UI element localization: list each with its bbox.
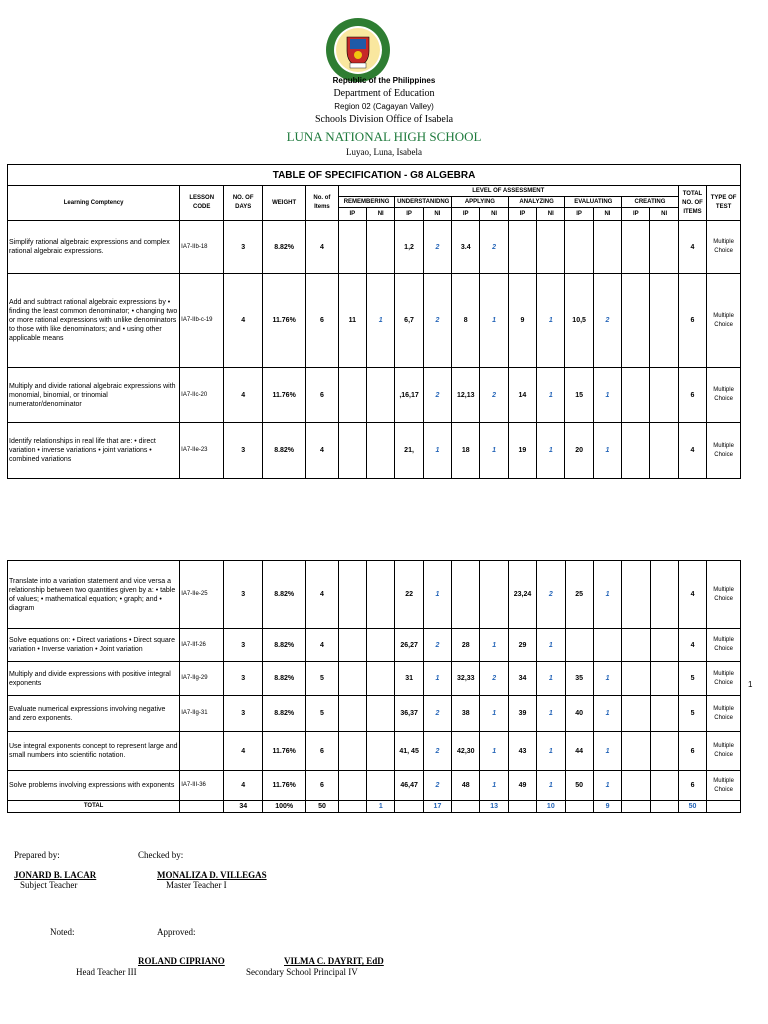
ip-cell: 1,2 [395,221,423,274]
competency-cell: Solve equations on: • Direct variations • Direct square variation • Inverse variation • Joint variation [8,629,180,662]
ni-cell [593,629,621,662]
ip-cell: 12,13 [452,368,480,423]
checked-title: Master Teacher I [166,880,227,890]
ni-cell [367,423,395,479]
ip-cell [338,732,366,771]
ni-cell: 1 [593,423,621,479]
ni-cell [650,662,678,696]
ip-cell: 22 [395,561,423,629]
header-ni: NI [537,208,565,221]
total-total-items: 50 [678,801,706,813]
deped-seal-logo [325,17,391,83]
weight-cell: 8.82% [263,561,306,629]
days-cell: 3 [224,423,263,479]
total-items-cell: 6 [678,771,706,801]
ni-cell [593,221,621,274]
header-ni: NI [480,208,508,221]
ip-cell: 23,24 [508,561,536,629]
header-level: LEVEL OF ASSESSMENT [338,186,678,197]
ni-cell [367,368,395,423]
total-ni-analyzing: 10 [537,801,565,813]
total-ni-applying: 13 [480,801,508,813]
table-title: TABLE OF SPECIFICATION - G8 ALGEBRA [8,165,741,186]
type-of-test-cell: Multiple Choice [707,368,741,423]
ni-cell [650,274,678,368]
republic-line: Republic of the Philippines [332,76,436,85]
competency-cell: Multiply and divide rational algebraic expressions with monomial, binomial, or trinomial numerator/denominator [8,368,180,423]
approved-label: Approved: [157,927,196,937]
lesson-code-cell: IA7-IIe-23 [180,423,224,479]
table-row [8,423,741,479]
ip-cell [622,771,650,801]
type-of-test-cell: Multiple Choice [707,274,741,368]
header-level-creating: CREATING [622,197,679,208]
competency-cell: Add and subtract rational algebraic expressions by • finding the least common denominator; • changing two or more rational expressions with unlike denominators to those with like denominators; and • using other applicable means [8,274,180,368]
ip-cell [565,221,593,274]
ni-cell: 1 [593,561,621,629]
ip-cell [622,732,650,771]
ni-cell: 2 [423,629,451,662]
ni-cell: 1 [593,732,621,771]
weight-cell: 8.82% [263,629,306,662]
lesson-code-cell [180,732,224,771]
ni-cell: 1 [537,732,565,771]
days-cell: 3 [224,696,263,732]
total-items-cell: 6 [678,368,706,423]
ip-cell [622,368,650,423]
checked-name: MONALIZA D. VILLEGAS [157,870,267,880]
header-ip: IP [565,208,593,221]
items-cell: 4 [306,423,339,479]
total-ni-understanding: 17 [423,801,451,813]
header-level-applying: APPLYING [452,197,509,208]
weight-cell: 11.76% [263,771,306,801]
lesson-code-cell: IA7-IIg-29 [180,662,224,696]
ni-cell: 2 [593,274,621,368]
total-items-cell: 5 [678,662,706,696]
ni-cell [650,423,678,479]
ni-cell [650,368,678,423]
ni-cell: 2 [480,368,508,423]
ni-cell [650,561,678,629]
items-cell: 4 [306,629,339,662]
header-weight: WEIGHT [263,186,306,221]
ip-cell: 32,33 [452,662,480,696]
ip-cell: 31 [395,662,423,696]
ni-cell: 1 [537,696,565,732]
region-line: Region 02 (Cagayan Valley) [334,102,434,111]
table-row [8,732,741,771]
noted-title: Head Teacher III [76,967,137,977]
ni-cell: 1 [480,696,508,732]
ip-cell: 36,37 [395,696,423,732]
ni-cell [367,662,395,696]
ip-cell: 35 [565,662,593,696]
type-of-test-cell: Multiple Choice [707,629,741,662]
type-of-test-cell: Multiple Choice [707,696,741,732]
table-row [8,274,741,368]
ip-cell [622,696,650,732]
header-days: NO. OF DAYS [224,186,263,221]
lesson-code-cell: IA7-IIb-18 [180,221,224,274]
type-of-test-cell: Multiple Choice [707,771,741,801]
ip-cell: 8 [452,274,480,368]
weight-cell: 8.82% [263,221,306,274]
ni-cell: 1 [480,629,508,662]
ni-cell: 1 [480,732,508,771]
checked-label: Checked by: [138,850,184,860]
ip-cell [508,221,536,274]
approved-name: VILMA C. DAYRIT, EdD [284,956,384,966]
ip-cell: 41, 45 [395,732,423,771]
total-items-cell: 6 [678,274,706,368]
total-ni-remembering: 1 [367,801,395,813]
ip-cell: 48 [452,771,480,801]
ni-cell: 2 [423,732,451,771]
ni-cell [367,561,395,629]
ip-cell [622,274,650,368]
header-ip: IP [622,208,650,221]
total-label: TOTAL [8,801,180,813]
lesson-code-cell: IA7-IIe-25 [180,561,224,629]
table-of-specification-top [7,164,741,479]
header-total-items: TOTAL NO. OF ITEMS [678,186,706,221]
items-cell: 4 [306,561,339,629]
ip-cell: 15 [565,368,593,423]
total-items: 50 [306,801,339,813]
ip-cell [622,423,650,479]
header-ip: IP [508,208,536,221]
ni-cell [650,732,678,771]
ip-cell: 43 [508,732,536,771]
ip-cell: 29 [508,629,536,662]
days-cell: 4 [224,368,263,423]
ip-cell: 38 [452,696,480,732]
type-of-test-cell: Multiple Choice [707,221,741,274]
ni-cell: 1 [537,368,565,423]
ni-cell: 1 [480,423,508,479]
total-ni-creating [650,801,678,813]
weight-cell: 11.76% [263,368,306,423]
header-lesson-code: LESSON CODE [180,186,224,221]
items-cell: 6 [306,732,339,771]
ni-cell: 2 [423,696,451,732]
ni-cell [367,771,395,801]
items-cell: 5 [306,662,339,696]
header-ip: IP [395,208,423,221]
ni-cell: 2 [480,662,508,696]
type-of-test-cell: Multiple Choice [707,662,741,696]
competency-cell: Simplify rational algebraic expressions and complex rational algebraic expressions. [8,221,180,274]
weight-cell: 8.82% [263,423,306,479]
items-cell: 6 [306,274,339,368]
days-cell: 3 [224,662,263,696]
prepared-name: JONARD B. LACAR [14,870,97,880]
ni-cell: 2 [423,274,451,368]
total-ni-evaluating: 9 [593,801,621,813]
header-ni: NI [423,208,451,221]
days-cell: 3 [224,221,263,274]
ni-cell: 2 [423,368,451,423]
header-type: TYPE OF TEST [707,186,741,221]
lesson-code-cell: IA7-IIg-31 [180,696,224,732]
ni-cell: 2 [480,221,508,274]
department-line: Department of Education [333,88,435,99]
ni-cell [537,221,565,274]
table-row [8,771,741,801]
ni-cell [480,561,508,629]
table-row [8,662,741,696]
header-ni: NI [650,208,678,221]
header-ip: IP [338,208,366,221]
prepared-title: Subject Teacher [20,880,78,890]
total-items-cell: 5 [678,696,706,732]
lesson-code-cell: IA7-IIf-26 [180,629,224,662]
lesson-code-cell: IA7-III-36 [180,771,224,801]
ip-cell: 11 [338,274,366,368]
competency-cell: Multiply and divide expressions with positive integral exponents [8,662,180,696]
ip-cell: 18 [452,423,480,479]
ni-cell: 1 [367,274,395,368]
table-row [8,561,741,629]
ni-cell [367,629,395,662]
ip-cell: ,16,17 [395,368,423,423]
ip-cell [452,561,480,629]
total-items-cell: 4 [678,561,706,629]
ni-cell: 1 [480,274,508,368]
table-of-specification-bottom [7,560,741,813]
ip-cell: 44 [565,732,593,771]
ni-cell [650,629,678,662]
ip-cell: 21, [395,423,423,479]
table-row [8,629,741,662]
ip-cell: 10,5 [565,274,593,368]
days-cell: 4 [224,732,263,771]
table-row [8,368,741,423]
total-items-cell: 4 [678,629,706,662]
ip-cell: 49 [508,771,536,801]
weight-cell: 11.76% [263,732,306,771]
noted-label: Noted: [50,927,75,937]
competency-cell: Use integral exponents concept to represent large and small numbers into scientific notation. [8,732,180,771]
table-row [8,696,741,732]
type-of-test-cell: Multiple Choice [707,561,741,629]
division-line: Schools Division Office of Isabela [314,114,454,125]
ip-cell: 9 [508,274,536,368]
ni-cell [367,221,395,274]
ip-cell [622,221,650,274]
lesson-code-cell: IA7-IIb-c-19 [180,274,224,368]
ni-cell: 1 [537,771,565,801]
ni-cell: 2 [537,561,565,629]
ni-cell: 1 [537,662,565,696]
ip-cell [622,561,650,629]
total-weight: 100% [263,801,306,813]
competency-cell: Identify relationships in real life that are: • direct variation • inverse variations • joint variations • combined variations [8,423,180,479]
items-cell: 4 [306,221,339,274]
header-ni: NI [367,208,395,221]
total-items-cell: 6 [678,732,706,771]
competency-cell: Solve problems involving expressions with exponents [8,771,180,801]
header-level-analyzing: ANALYZING [508,197,565,208]
days-cell: 3 [224,629,263,662]
competency-cell: Evaluate numerical expressions involving negative and zero exponents. [8,696,180,732]
ip-cell: 46,47 [395,771,423,801]
ni-cell: 1 [593,662,621,696]
ip-cell [338,771,366,801]
ni-cell [367,696,395,732]
ni-cell: 1 [593,771,621,801]
days-cell: 4 [224,771,263,801]
ip-cell: 50 [565,771,593,801]
ni-cell: 2 [423,771,451,801]
total-days: 34 [224,801,263,813]
school-address: Luyao, Luna, Isabela [346,147,422,157]
ip-cell: 40 [565,696,593,732]
prepared-label: Prepared by: [14,850,60,860]
items-cell: 5 [306,696,339,732]
ip-cell [338,662,366,696]
ip-cell: 25 [565,561,593,629]
type-of-test-cell: Multiple Choice [707,732,741,771]
ip-cell [338,696,366,732]
ni-cell: 1 [593,696,621,732]
ni-cell: 1 [537,629,565,662]
ni-cell [650,696,678,732]
ip-cell: 26,27 [395,629,423,662]
ip-cell [338,629,366,662]
ni-cell: 1 [537,423,565,479]
header-ip: IP [452,208,480,221]
ip-cell [338,561,366,629]
page-number: 1 [748,680,753,689]
header-items: No. of Items [306,186,339,221]
weight-cell: 11.76% [263,274,306,368]
table-row [8,221,741,274]
ip-cell: 3.4 [452,221,480,274]
ni-cell: 1 [423,662,451,696]
ip-cell [338,221,366,274]
days-cell: 3 [224,561,263,629]
ni-cell: 2 [423,221,451,274]
ip-cell: 39 [508,696,536,732]
lesson-code-cell: IA7-IIc-20 [180,368,224,423]
total-items-cell: 4 [678,423,706,479]
ni-cell: 1 [423,561,451,629]
ip-cell [338,423,366,479]
header-level-remembering: REMEMBERING [338,197,395,208]
ni-cell [650,771,678,801]
items-cell: 6 [306,368,339,423]
ip-cell: 19 [508,423,536,479]
ip-cell: 42,30 [452,732,480,771]
ip-cell: 14 [508,368,536,423]
noted-name: ROLAND CIPRIANO [138,956,225,966]
ni-cell [650,221,678,274]
total-items-cell: 4 [678,221,706,274]
ni-cell: 1 [480,771,508,801]
header-competency: Learning Comptency [8,186,180,221]
school-name: LUNA NATIONAL HIGH SCHOOL [286,129,482,144]
ni-cell: 1 [593,368,621,423]
weight-cell: 8.82% [263,662,306,696]
items-cell: 6 [306,771,339,801]
ip-cell [338,368,366,423]
header-level-understanding: UNDERSTANIDNG [395,197,452,208]
weight-cell: 8.82% [263,696,306,732]
ni-cell [367,732,395,771]
ip-cell: 28 [452,629,480,662]
ip-cell [622,629,650,662]
ni-cell: 1 [423,423,451,479]
competency-cell: Translate into a variation statement and vice versa a relationship between two quantities given by a: • table of values; • mathematical equation; • graph; and • diagram [8,561,180,629]
type-of-test-cell: Multiple Choice [707,423,741,479]
header-ni: NI [593,208,621,221]
days-cell: 4 [224,274,263,368]
ip-cell [622,662,650,696]
approved-title: Secondary School Principal IV [246,967,358,977]
ip-cell: 6,7 [395,274,423,368]
ni-cell: 1 [537,274,565,368]
ip-cell: 34 [508,662,536,696]
header-level-evaluating: EVALUATING [565,197,622,208]
ip-cell: 20 [565,423,593,479]
ip-cell [565,629,593,662]
